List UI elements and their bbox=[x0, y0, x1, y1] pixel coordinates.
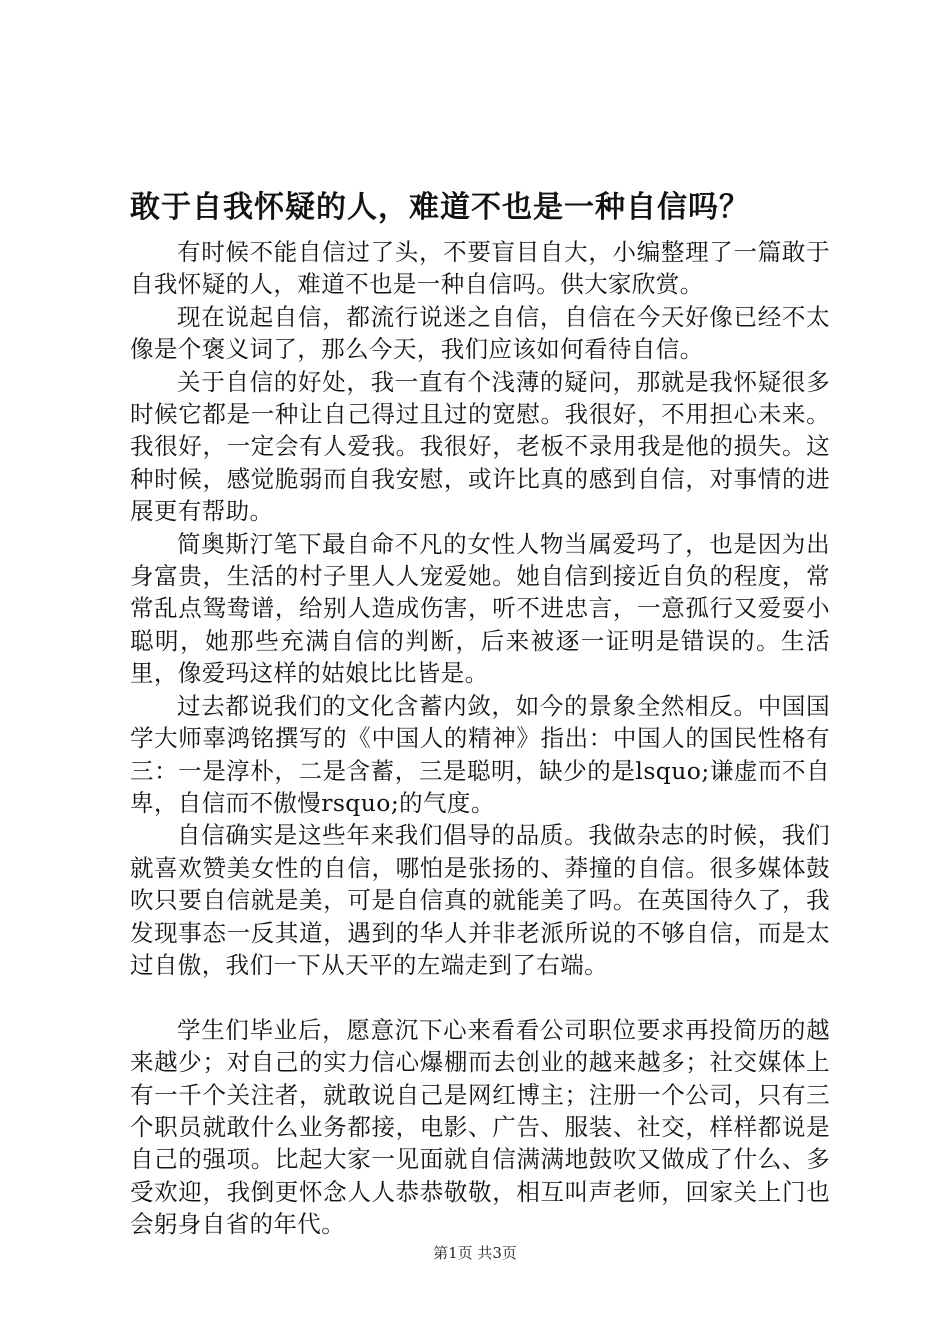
paragraph-7: 学生们毕业后，愿意沉下心来看看公司职位要求再投简历的越来越少；对自己的实力信心爆棚而去创业的越来越多；社交媒体上有一千个关注者，就敢说自己是网红博主；注册一个公司，只有三个职员就敢什么业务都接，电影、广告、服装、社交，样样都说是自己的强项。比起大家一见面就自信满满地鼓吹又做成了什么、多受欢迎，我倒更怀念人人恭恭敬敬，相互叫声老师，回家关上门也会躬身自省的年代。 bbox=[130, 1015, 830, 1239]
paragraph-6: 自信确实是这些年来我们倡导的品质。我做杂志的时候，我们就喜欢赞美女性的自信，哪怕是张扬的、莽撞的自信。很多媒体鼓吹只要自信就是美，可是自信真的就能美了吗。在英国待久了，我发现事态一反其道，遇到的华人并非老派所说的不够自信，而是太过自傲，我们一下从天平的左端走到了右端。 bbox=[130, 821, 830, 979]
paragraph-5: 过去都说我们的文化含蓄内敛，如今的景象全然相反。中国国学大师辜鸿铭撰写的《中国人的精神》指出：中国人的国民性格有三：一是淳朴，二是含蓄，三是聪明，缺少的是lsquo;谦虚而不自卑，自信而不傲慢rsquo;的气度。 bbox=[130, 691, 830, 817]
document-body bbox=[130, 236, 830, 1241]
document-title: 敢于自我怀疑的人，难道不也是一种自信吗？ bbox=[130, 190, 750, 225]
paragraph-3: 关于自信的好处，我一直有个浅薄的疑问，那就是我怀疑很多时候它都是一种让自己得过且过的宽慰。我很好，不用担心未来。我很好，一定会有人爱我。我很好，老板不录用我是他的损失。这种时候，感觉脆弱而自我安慰，或许比真的感到自信，对事情的进展更有帮助。 bbox=[130, 367, 830, 526]
page-footer: 第1页 共3页 bbox=[433, 1244, 517, 1262]
paragraph-4: 简奥斯汀笔下最自命不凡的女性人物当属爱玛了，也是因为出身富贵，生活的村子里人人宠爱她。她自信到接近自负的程度，常常乱点鸳鸯谱，给别人造成伤害，听不进忠言，一意孤行又爱耍小聪明，她那些充满自信的判断，后来被逐一证明是错误的。生活里，像爱玛这样的姑娘比比皆是。 bbox=[130, 529, 830, 688]
paragraph-2: 现在说起自信，都流行说迷之自信，自信在今天好像已经不太像是个褒义词了，那么今天，我们应该如何看待自信。 bbox=[130, 302, 830, 364]
paragraph-intro: 有时候不能自信过了头，不要盲目自大，小编整理了一篇敢于自我怀疑的人，难道不也是一种自信吗。供大家欣赏。 bbox=[130, 238, 830, 299]
